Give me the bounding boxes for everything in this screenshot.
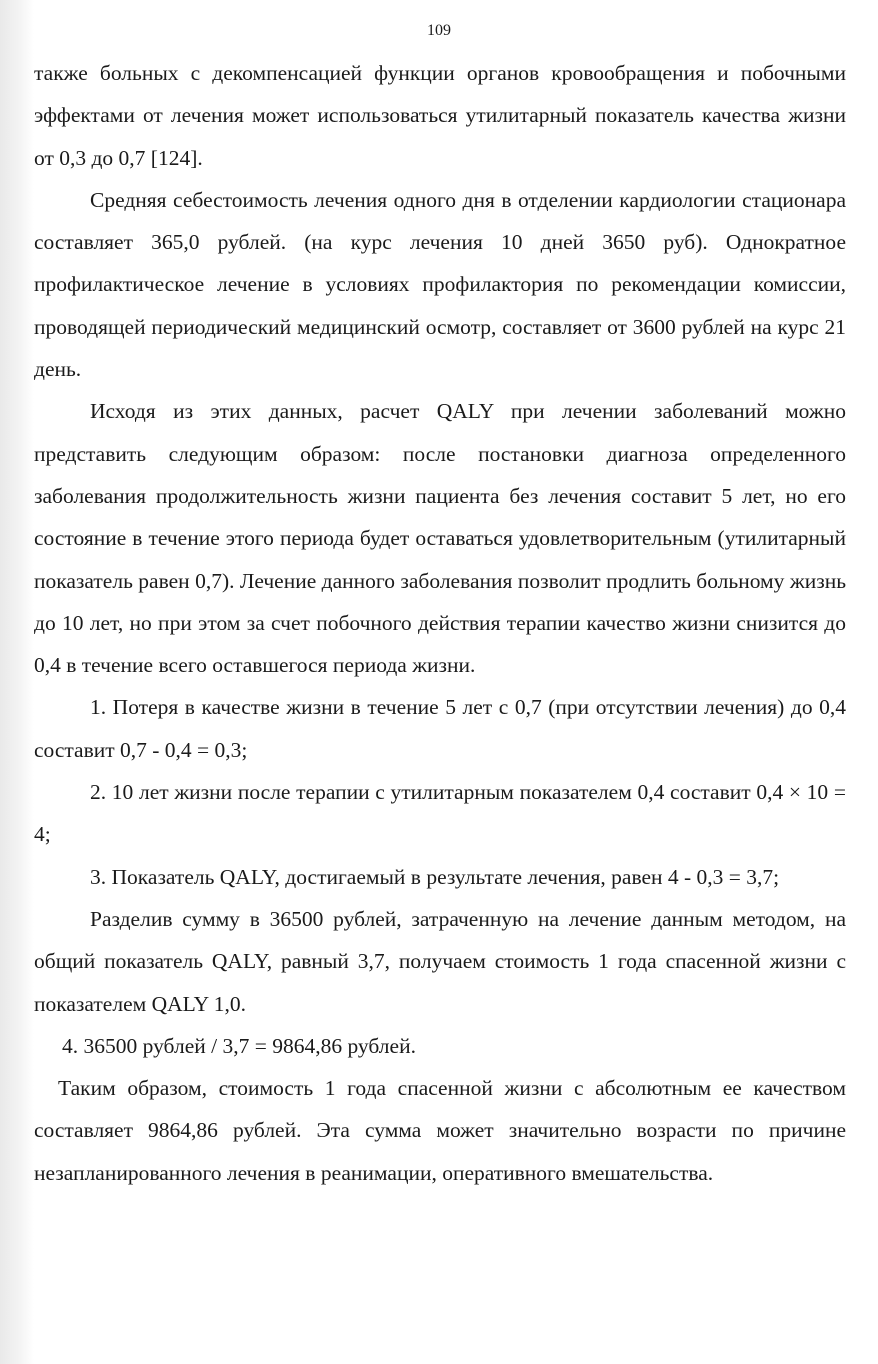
document-body [34, 52, 846, 1194]
list-item-step-4: 4. 36500 рублей / 3,7 = 9864,86 рублей. [62, 1033, 416, 1058]
paragraph-conclusion: Таким образом, стоимость 1 года спасенной жизни с абсолютным ее качеством составляет 9864,86 рублей. Эта сумма может значительно возрасти по причине незапланированного лечения в реанимации, оперативного вмешательства. [34, 1076, 846, 1185]
list-item-step-2: 2. 10 лет жизни после терапии с утилитарным показателем 0,4 составит 0,4 × 10 = 4; [34, 780, 846, 847]
paragraph-continuation: также больных с декомпенсацией функции органов кровообращения и побочными эффектами от лечения может использоваться утилитарный показатель качества жизни от 0,3 до 0,7 [124]. [34, 61, 846, 170]
list-item-step-1: 1. Потеря в качестве жизни в течение 5 лет с 0,7 (при отсутствии лечения) до 0,4 составит 0,7 - 0,4 = 0,3; [34, 695, 846, 762]
paragraph-treatment-cost: Средняя себестоимость лечения одного дня в отделении кардиологии стационара составляет 365,0 рублей. (на курс лечения 10 дней 3650 руб). Однократное профилактическое лечение в условиях профилактория по рекомендации комиссии, проводящей периодический медицинский осмотр, составляет от 3600 рублей на курс 21 день. [34, 187, 846, 382]
scan-shadow-edge [0, 0, 34, 1364]
paragraph-qaly-calculation: Исходя из этих данных, расчет QALY при лечении заболеваний можно представить следующим образом: после постановки диагноза определенного заболевания продолжительность жизни пациента без лечения составит 5 лет, но его состояние в течение этого периода будет оставаться удовлетворительным (утилитарный показатель равен 0,7). Лечение данного заболевания позволит продлить больному жизнь до 10 лет, но при этом за счет побочного действия терапии качество жизни снизится до 0,4 в течение всего оставшегося периода жизни. [34, 399, 846, 678]
page-number: 109 [427, 22, 451, 39]
list-item-step-3: 3. Показатель QALY, достигаемый в результате лечения, равен 4 - 0,3 = 3,7; [90, 864, 780, 889]
paragraph-division: Разделив сумму в 36500 рублей, затраченную на лечение данным методом, на общий показатель QALY, равный 3,7, получаем стоимость 1 года спасенной жизни с показателем QALY 1,0. [34, 906, 846, 1016]
